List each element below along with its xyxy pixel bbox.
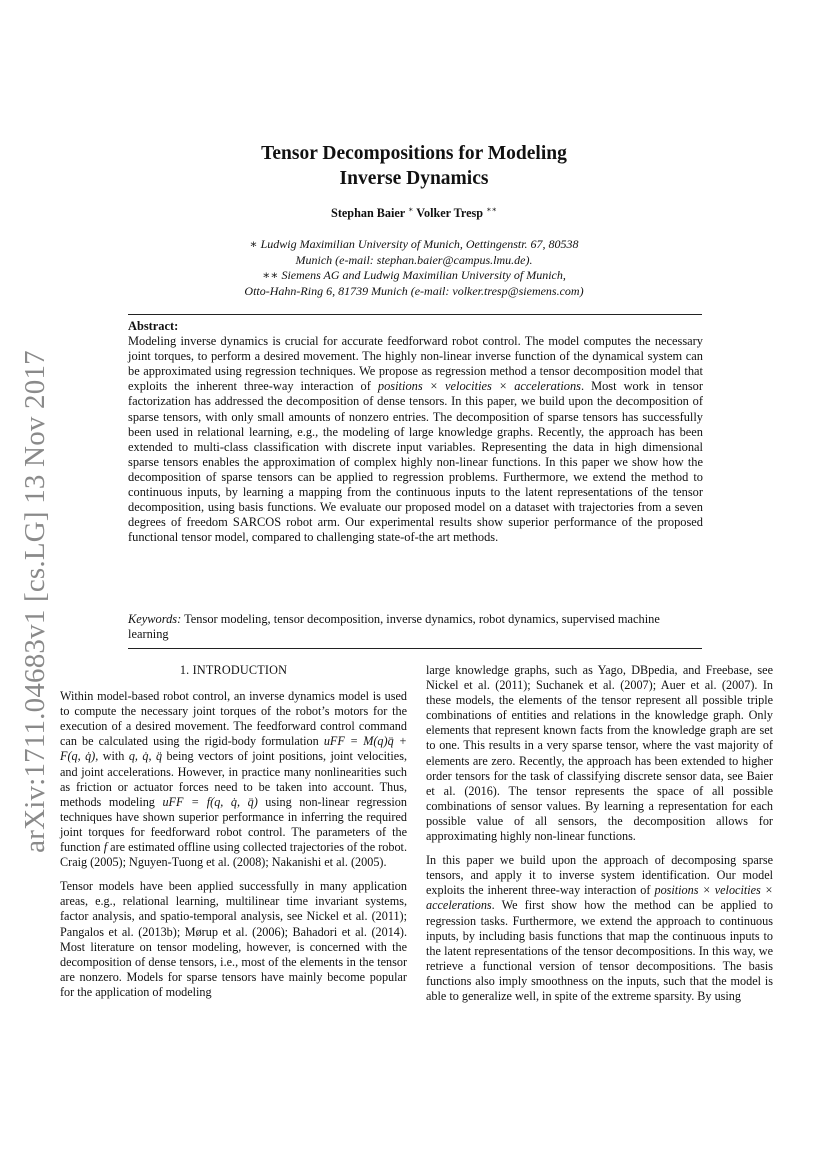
inline-equation: uFF = M(q)q̈ + F(q, q̇) — [60, 734, 408, 764]
paragraph-text: are estimated offline using collected trajectories of the robot. Craig (2005); Nguyen-Tuong et al. (2008); Nakanishi et al. (2005). — [60, 840, 407, 870]
abstract — [128, 319, 703, 545]
abstract-bottom-rule — [128, 648, 702, 649]
paper-title-line-2: Inverse Dynamics — [339, 168, 489, 189]
paragraph-text: being vectors of joint positions, joint velocities, and joint accelerations. However, in practice many nonlinearities such as friction or actuator forces need to be taken into account. Thus, methods modeling — [60, 749, 408, 809]
abstract-text: Modeling inverse dynamics is crucial for accurate feedforward robot control. The model computes the necessary joint torques, to perform a desired movement. The highly non-linear inverse function of the dynamical system can be approximated using regression techniques. We propose as regression method a tensor decomposition model that exploits the inherent three-way interaction of — [128, 334, 703, 394]
paragraph — [426, 853, 773, 1004]
paragraph-text: , with — [95, 749, 129, 764]
affiliation-line: Otto-Hahn-Ring 6, 81739 Munich (e-mail: volker.tresp@siemens.com) — [244, 283, 584, 298]
abstract-text: . Most work in tensor factorization has addressed the decomposition of dense tensors. In this paper, we build upon the decomposition of sparse tensors, with only small amounts of nonzero entries. The decomposition of sparse tensors has successfully been used in relational learning, e.g., the modeling of large knowledge graphs. Recently, the approach has been extended to multi-class classification with discrete input variables. Representing the data in high dimensional sparse tensors enables the approximation of complex highly non-linear functions. In this paper we show how the decomposition of sparse tensors can be applied to regression problems. Furthermore, we extend the method to continuous inputs, by learning a mapping from the continuous inputs to the latent representations of the tensor decomposition, using basis functions. We evaluate our proposed model on a dataset with trajectories from a seven degrees of freedom SARCOS robot arm. Our experimental results show superior performance of the proposed functional tensor model, compared to challenging state-of-the art methods. — [128, 379, 704, 545]
paragraph-text-italic: positions × velocities × accelerations — [426, 883, 773, 913]
keywords-label: Keywords: — [128, 612, 182, 626]
author-affiliation-mark: ∗∗ — [486, 205, 497, 214]
affiliations — [0, 237, 828, 299]
paragraph-text: In this paper we build upon the approach of decomposing sparse tensors, and apply it to inverse system identification. Our model exploits the inherent three-way interaction of — [426, 853, 773, 898]
arxiv-identifier-text: arXiv:1711.04683v1 [cs.LG] 13 Nov 2017 — [18, 350, 51, 853]
author-list — [0, 205, 828, 221]
author-name: Volker Tresp — [416, 206, 484, 220]
abstract-body — [128, 334, 703, 545]
keywords-text: Tensor modeling, tensor decomposition, inverse dynamics, robot dynamics, supervised machine learning — [128, 612, 660, 642]
inline-equation: uFF = f(q, q̇, q̈) — [162, 794, 258, 809]
paper-title-line-1: Tensor Decompositions for Modeling — [261, 143, 567, 164]
section-heading: 1. INTRODUCTION — [179, 663, 288, 677]
inline-math: q, q̇, q̈ — [128, 749, 163, 764]
author-affiliation-mark: ∗ — [408, 205, 414, 214]
abstract-top-rule — [128, 314, 702, 315]
affiliation-line: ∗ Ludwig Maximilian University of Munich, Oettingenstr. 67, 80538 — [249, 237, 579, 251]
paragraph — [60, 689, 407, 870]
paragraph-text: . We first show how the method can be applied to regression tasks. Furthermore, we extend the approach to continuous inputs, by including basis functions that map the continuous inputs to the latent representations of the tensor decompositions. In this way, we retrieve a functional version of tensor decompositions. The basis functions also imply smoothness on the inputs, such that the model is able to generalize well, in spite of the extreme sparsity. By using — [426, 898, 773, 1003]
paragraph: large knowledge graphs, such as Yago, DBpedia, and Freebase, see Nickel et al. (2011); Suchanek et al. (2007); Auer et al. (2007). In these models, the elements of the tensor represent all possible triple combinations of entities and relations in the knowledge graph. Only elements that represent known facts from the knowledge graph are set to one. This results in a very sparse tensor, where the vast majority of elements are zero. Recently, the approach has been extended to higher order tensors for the task of classifying discrete sensor data, see Baier et al. (2016). The tensor represents the space of all possible combinations of sensor values. By learning a representation for each possible value of all sensors, the decomposition allows for approximating highly non-linear functions. — [426, 663, 773, 844]
keywords — [128, 612, 703, 642]
right-column — [426, 663, 773, 1013]
arxiv-identifier-stamp — [2, 350, 68, 853]
affiliation-line: Munich (e-mail: stephan.baier@campus.lmu.de). — [295, 252, 533, 267]
left-column — [60, 663, 407, 1009]
paragraph-text: using non-linear regression techniques have shown superior performance in inferring the required joint torques for feedforward robot control. The parameters of the function — [60, 794, 407, 855]
author-name: Stephan Baier — [331, 206, 405, 220]
inline-math: f — [103, 840, 108, 855]
abstract-heading: Abstract: — [128, 319, 179, 333]
paragraph: Tensor models have been applied successfully in many application areas, e.g., relational learning, multilinear time invariant systems, factor analysis, and spatio-temporal analysis, see Nickel et al. (2011); Pangalos et al. (2013b); Mørup et al. (2006); Bahadori et al. (2014). Most literature on tensor modeling, however, is concerned with the decomposition of dense tensors, i.e., most of the elements in the tensor are nonzero. Models for sparse tensors have mainly become popular for the application of modeling — [60, 879, 407, 999]
abstract-text-italic: positions × velocities × accelerations — [377, 379, 581, 394]
affiliation-line: ∗∗ Siemens AG and Ludwig Maximilian University of Munich, — [262, 268, 566, 282]
paragraph-text: Within model-based robot control, an inverse dynamics model is used to compute the necessary joint torques of the robot’s motors for the execution of a desired movement. The feedforward control command can be calculated using the rigid-body formulation — [60, 689, 407, 749]
paper-title — [0, 141, 828, 191]
